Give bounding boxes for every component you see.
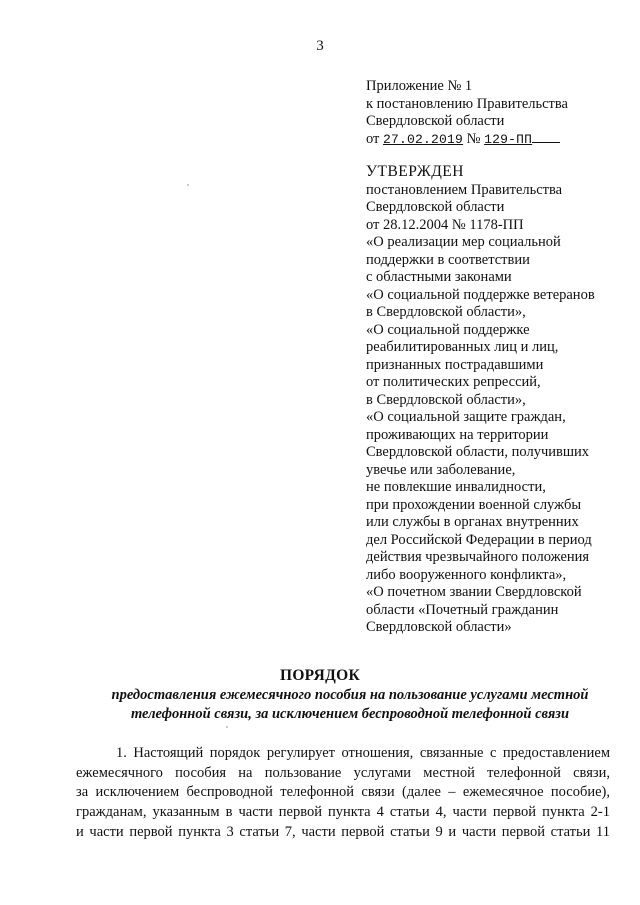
approved-line: Свердловской области	[366, 199, 505, 215]
appendix-date-line	[366, 131, 568, 149]
approved-line: признанных пострадавшими	[366, 356, 544, 373]
document-subtitle	[60, 686, 640, 724]
signature-underline	[532, 132, 560, 143]
approved-line: от политических репрессий,	[366, 374, 541, 390]
paragraph-1	[76, 744, 610, 843]
document-title: ПОРЯДОК	[279, 667, 361, 684]
approved-line: действия чрезвычайного положения	[366, 549, 590, 565]
approved-line: Свердловской области»	[366, 619, 512, 635]
appendix-block	[366, 78, 568, 148]
approved-block	[366, 163, 595, 637]
approved-line: в Свердловской области»,	[366, 391, 526, 408]
appendix-line-1: Приложение № 1	[366, 78, 473, 94]
paragraph-line: 1. Настоящий порядок регулирует отношения, связанные с предоставлением	[116, 745, 610, 761]
approved-line: дел Российской Федерации в период	[366, 531, 592, 548]
approved-line: постановлением Правительства	[366, 181, 563, 198]
approved-heading: УТВЕРЖДЕН	[366, 163, 464, 180]
date-prefix: от	[366, 130, 380, 147]
approved-line: «О социальной защите граждан,	[366, 409, 566, 425]
subtitle-line-2: телефонной связи, за исключением беспроводной телефонной связи	[130, 706, 570, 722]
approved-line: или службы в органах внутренних	[366, 514, 579, 530]
approved-line: проживающих на территории	[366, 426, 549, 443]
approved-line: «О реализации мер социальной	[366, 234, 561, 250]
approved-line: при прохождении военной службы	[366, 496, 582, 513]
approved-line: с областными законами	[366, 269, 512, 285]
number-prefix: №	[466, 130, 481, 147]
approved-line: от 28.12.2004 № 1178-ПП	[366, 216, 524, 233]
date-value: 27.02.2019	[383, 131, 464, 147]
scan-speck	[187, 184, 189, 186]
approved-line: реабилитированных лиц и лиц,	[366, 339, 559, 355]
subtitle-line-1: предоставления ежемесячного пособия на пользование услугами местной	[111, 687, 589, 703]
page-number: 3	[316, 38, 324, 54]
approved-line: не повлекшие инвалидности,	[366, 479, 546, 495]
approved-line: «О почетном звании Свердловской	[366, 584, 582, 600]
approved-line: области «Почетный гражданин	[366, 601, 559, 618]
approved-line: «О социальной поддержке	[366, 321, 530, 338]
scan-speck	[226, 726, 228, 728]
approved-line: Свердловской области, получивших	[366, 444, 590, 460]
approved-line: либо вооруженного конфликта»,	[366, 566, 567, 583]
paragraph-line: гражданам, указанным в части первой пункта 4 статьи 4, части первой пункта 2-1	[76, 804, 610, 821]
appendix-line-3: Свердловской области	[366, 113, 505, 129]
number-value: 129-ПП	[484, 131, 533, 147]
paragraph-line: за исключением беспроводной телефонной связи (далее – ежемесячное пособие),	[76, 784, 610, 801]
appendix-line-2: к постановлению Правительства	[366, 95, 568, 112]
approved-line: в Свердловской области»,	[366, 304, 526, 320]
paragraph-line: ежемесячного пособия на пользование услугами местной телефонной связи,	[76, 764, 610, 781]
approved-line: увечье или заболевание,	[366, 461, 516, 478]
approved-line: «О социальной поддержке ветеранов	[366, 286, 595, 303]
approved-line: поддержки в соответствии	[366, 251, 530, 268]
paragraph-line: и части первой пункта 3 статьи 7, части первой статьи 9 и части первой статьи 11	[76, 823, 610, 840]
